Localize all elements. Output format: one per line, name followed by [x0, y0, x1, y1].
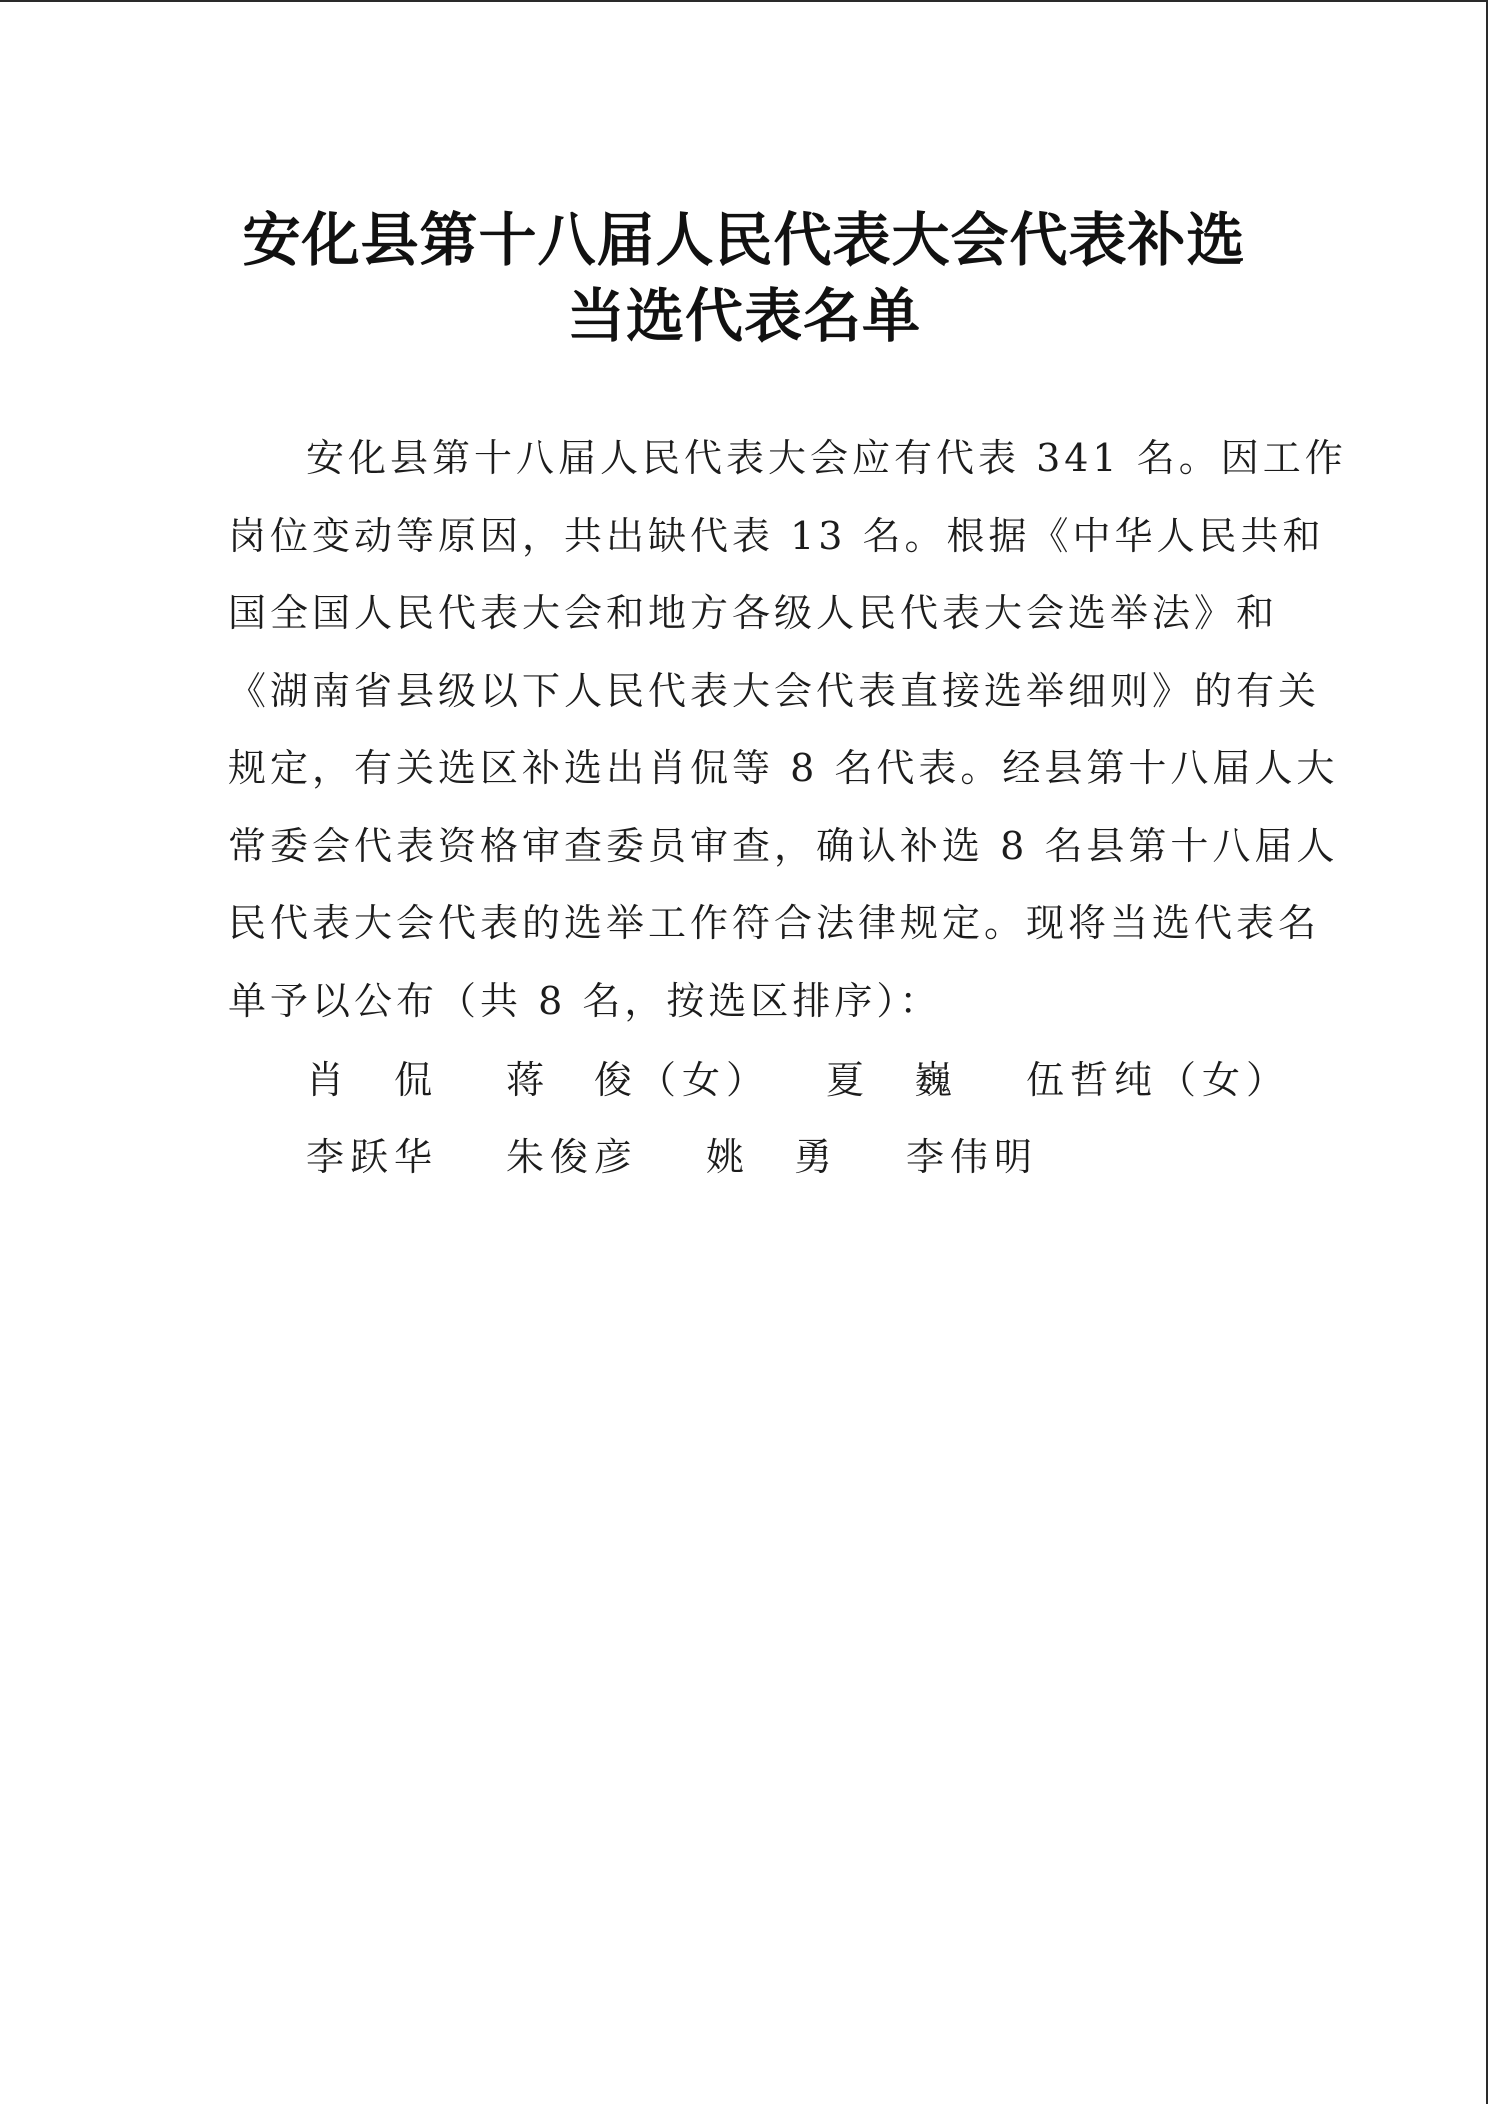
elected-representatives-list: [306, 1042, 1291, 1196]
document-title-line-1: 安化县第十八届人民代表大会代表补选: [242, 206, 1246, 274]
paragraph-line: 民代表大会代表的选举工作符合法律规定。现将当选代表名: [228, 901, 1321, 945]
representative-name: 朱俊彦: [506, 1135, 639, 1179]
paragraph-line: 《湖南省县级以下人民代表大会代表直接选举细则》的有关: [228, 668, 1321, 713]
names-row-1: [306, 1042, 1291, 1119]
representative-name: 肖 侃: [306, 1058, 439, 1102]
paragraph-line: 安化县第十八届人民代表大会应有代表 341 名。因工作: [306, 436, 1347, 480]
paragraph-line: 规定，有关选区补选出肖侃等 8 名代表。经县第十八届人大: [228, 746, 1339, 790]
page-top-border: [0, 0, 1488, 2]
representative-name: 伍哲纯（女）: [1026, 1058, 1291, 1102]
representative-name: 蒋 俊（女）: [506, 1058, 771, 1102]
paragraph-line: 单予以公布（共 8 名，按选区排序）：: [228, 978, 942, 1023]
representative-name: 李跃华: [306, 1135, 439, 1179]
document-title-line-2: 当选代表名单: [566, 282, 921, 350]
representative-name: 李伟明: [906, 1135, 1039, 1179]
paragraph-line: 常委会代表资格审查委员审查，确认补选 8 名县第十八届人: [228, 823, 1339, 868]
paragraph-line: 岗位变动等原因，共出缺代表 13 名。根据《中华人民共和: [228, 513, 1325, 558]
announcement-paragraph: [228, 420, 1347, 1040]
representative-name: 夏 巍: [826, 1058, 959, 1102]
names-row-2: [306, 1119, 1266, 1196]
paragraph-line: 国全国人民代表大会和地方各级人民代表大会选举法》和: [228, 591, 1279, 635]
representative-name: 姚 勇: [706, 1135, 839, 1179]
